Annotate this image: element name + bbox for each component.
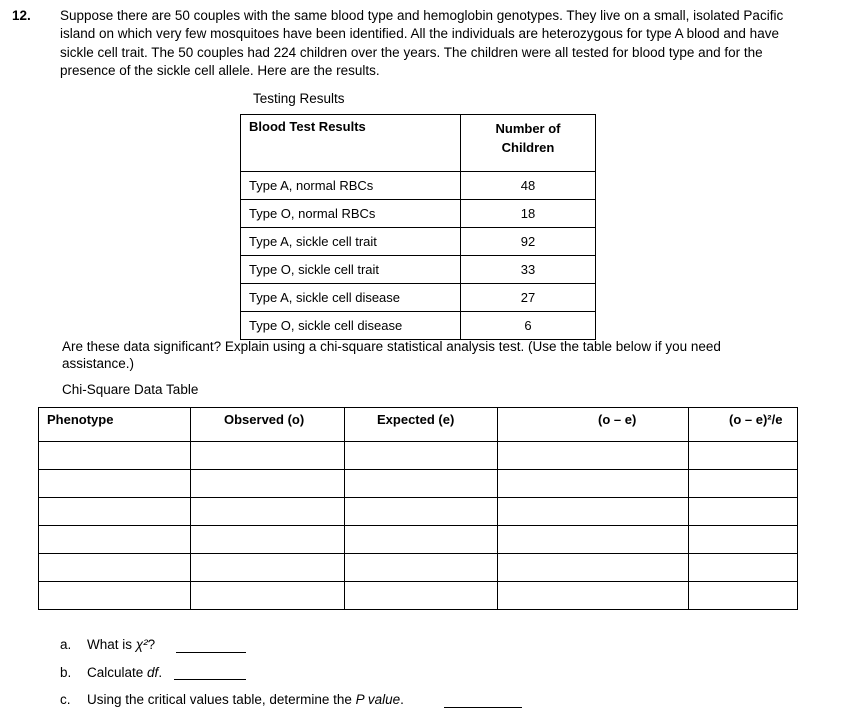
- phenotype-cell[interactable]: [39, 470, 191, 498]
- chi-term-cell[interactable]: [689, 498, 798, 526]
- sub-question-a: [60, 637, 155, 652]
- answer-blank-b[interactable]: [174, 678, 246, 680]
- phenotype-cell[interactable]: [39, 554, 191, 582]
- observed-cell[interactable]: [191, 442, 345, 470]
- observed-cell[interactable]: [191, 470, 345, 498]
- result-label: Type O, normal RBCs: [241, 200, 461, 228]
- header-number-of: Number of: [495, 121, 561, 136]
- header-observed: Observed (o): [191, 408, 345, 442]
- phenotype-cell[interactable]: [39, 498, 191, 526]
- sub-question-text: Calculate: [87, 665, 148, 680]
- header-number-of-children: [461, 115, 596, 172]
- expected-cell[interactable]: [345, 470, 498, 498]
- difference-cell[interactable]: [498, 582, 689, 610]
- result-count: 33: [461, 256, 596, 284]
- table-row: [241, 312, 596, 340]
- chi-table-caption: Chi-Square Data Table: [62, 382, 199, 397]
- result-count: 92: [461, 228, 596, 256]
- chi-header-row: [39, 408, 798, 442]
- phenotype-cell[interactable]: [39, 582, 191, 610]
- difference-cell[interactable]: [498, 526, 689, 554]
- sub-question-text: Using the critical values table, determine the: [87, 692, 356, 707]
- sub-question-text-end: .: [158, 665, 163, 680]
- table-row: [241, 228, 596, 256]
- difference-cell[interactable]: [498, 554, 689, 582]
- chi-square-symbol: χ²: [135, 637, 148, 652]
- result-count: 48: [461, 172, 596, 200]
- result-label: Type O, sickle cell disease: [241, 312, 461, 340]
- header-difference: (o – e): [498, 408, 689, 442]
- sub-question-label: c.: [60, 692, 71, 707]
- question-number: 12.: [12, 8, 31, 23]
- table-row: [241, 172, 596, 200]
- p-value-symbol: P value: [355, 692, 401, 707]
- observed-cell[interactable]: [191, 498, 345, 526]
- observed-cell[interactable]: [191, 554, 345, 582]
- header-blood-test-results: Blood Test Results: [241, 115, 461, 172]
- phenotype-cell[interactable]: [39, 442, 191, 470]
- chi-term-cell[interactable]: [689, 442, 798, 470]
- df-symbol: df: [147, 665, 159, 680]
- table-row: [39, 442, 798, 470]
- table-row: [241, 256, 596, 284]
- question-block: [12, 7, 812, 80]
- phenotype-cell[interactable]: [39, 526, 191, 554]
- table-row: [241, 200, 596, 228]
- sub-question-label: a.: [60, 637, 72, 652]
- expected-cell[interactable]: [345, 526, 498, 554]
- answer-blank-c[interactable]: [444, 706, 522, 708]
- answer-blank-a[interactable]: [176, 651, 246, 653]
- results-table: [240, 114, 596, 340]
- result-count: 6: [461, 312, 596, 340]
- expected-cell[interactable]: [345, 442, 498, 470]
- result-count: 27: [461, 284, 596, 312]
- result-label: Type A, sickle cell disease: [241, 284, 461, 312]
- header-children: Children: [501, 140, 555, 155]
- analysis-prompt: Are these data significant? Explain using a chi-square statistical analysis test. (Use the table below if you need assistance.): [62, 339, 721, 371]
- chi-term-cell[interactable]: [689, 554, 798, 582]
- result-label: Type A, normal RBCs: [241, 172, 461, 200]
- sub-question-c: [60, 692, 404, 707]
- sub-question-b: [60, 665, 162, 680]
- sub-question-text: What is: [87, 637, 136, 652]
- difference-cell[interactable]: [498, 442, 689, 470]
- question-text: Suppose there are 50 couples with the same blood type and hemoglobin genotypes. They live on a small, isolated Pacific island on which very few mosquitoes have been identified. All the individuals are heterozygous for type A blood and have sickle cell trait. The 50 couples had 224 children over the years. The children were all tested for blood type and for the presence of the sickle cell allele. Here are the results.: [60, 8, 784, 78]
- sub-question-text-end: ?: [147, 637, 156, 652]
- table-row: [39, 526, 798, 554]
- expected-cell[interactable]: [345, 498, 498, 526]
- observed-cell[interactable]: [191, 582, 345, 610]
- header-phenotype: Phenotype: [39, 408, 191, 442]
- result-label: Type O, sickle cell trait: [241, 256, 461, 284]
- observed-cell[interactable]: [191, 526, 345, 554]
- table-row: [241, 284, 596, 312]
- result-count: 18: [461, 200, 596, 228]
- result-label: Type A, sickle cell trait: [241, 228, 461, 256]
- sub-question-label: b.: [60, 665, 72, 680]
- header-expected: Expected (e): [345, 408, 498, 442]
- table-row: [39, 582, 798, 610]
- chi-square-table: [38, 407, 798, 610]
- expected-cell[interactable]: [345, 554, 498, 582]
- table-row: [39, 498, 798, 526]
- table-row: [39, 554, 798, 582]
- sub-question-text-end: .: [400, 692, 404, 707]
- results-header-row: [241, 115, 596, 172]
- chi-term-cell[interactable]: [689, 470, 798, 498]
- chi-term-cell[interactable]: [689, 582, 798, 610]
- difference-cell[interactable]: [498, 498, 689, 526]
- expected-cell[interactable]: [345, 582, 498, 610]
- difference-cell[interactable]: [498, 470, 689, 498]
- header-chi-term: (o – e)²/e: [689, 408, 798, 442]
- table-row: [39, 470, 798, 498]
- results-table-caption: Testing Results: [253, 91, 345, 106]
- chi-term-cell[interactable]: [689, 526, 798, 554]
